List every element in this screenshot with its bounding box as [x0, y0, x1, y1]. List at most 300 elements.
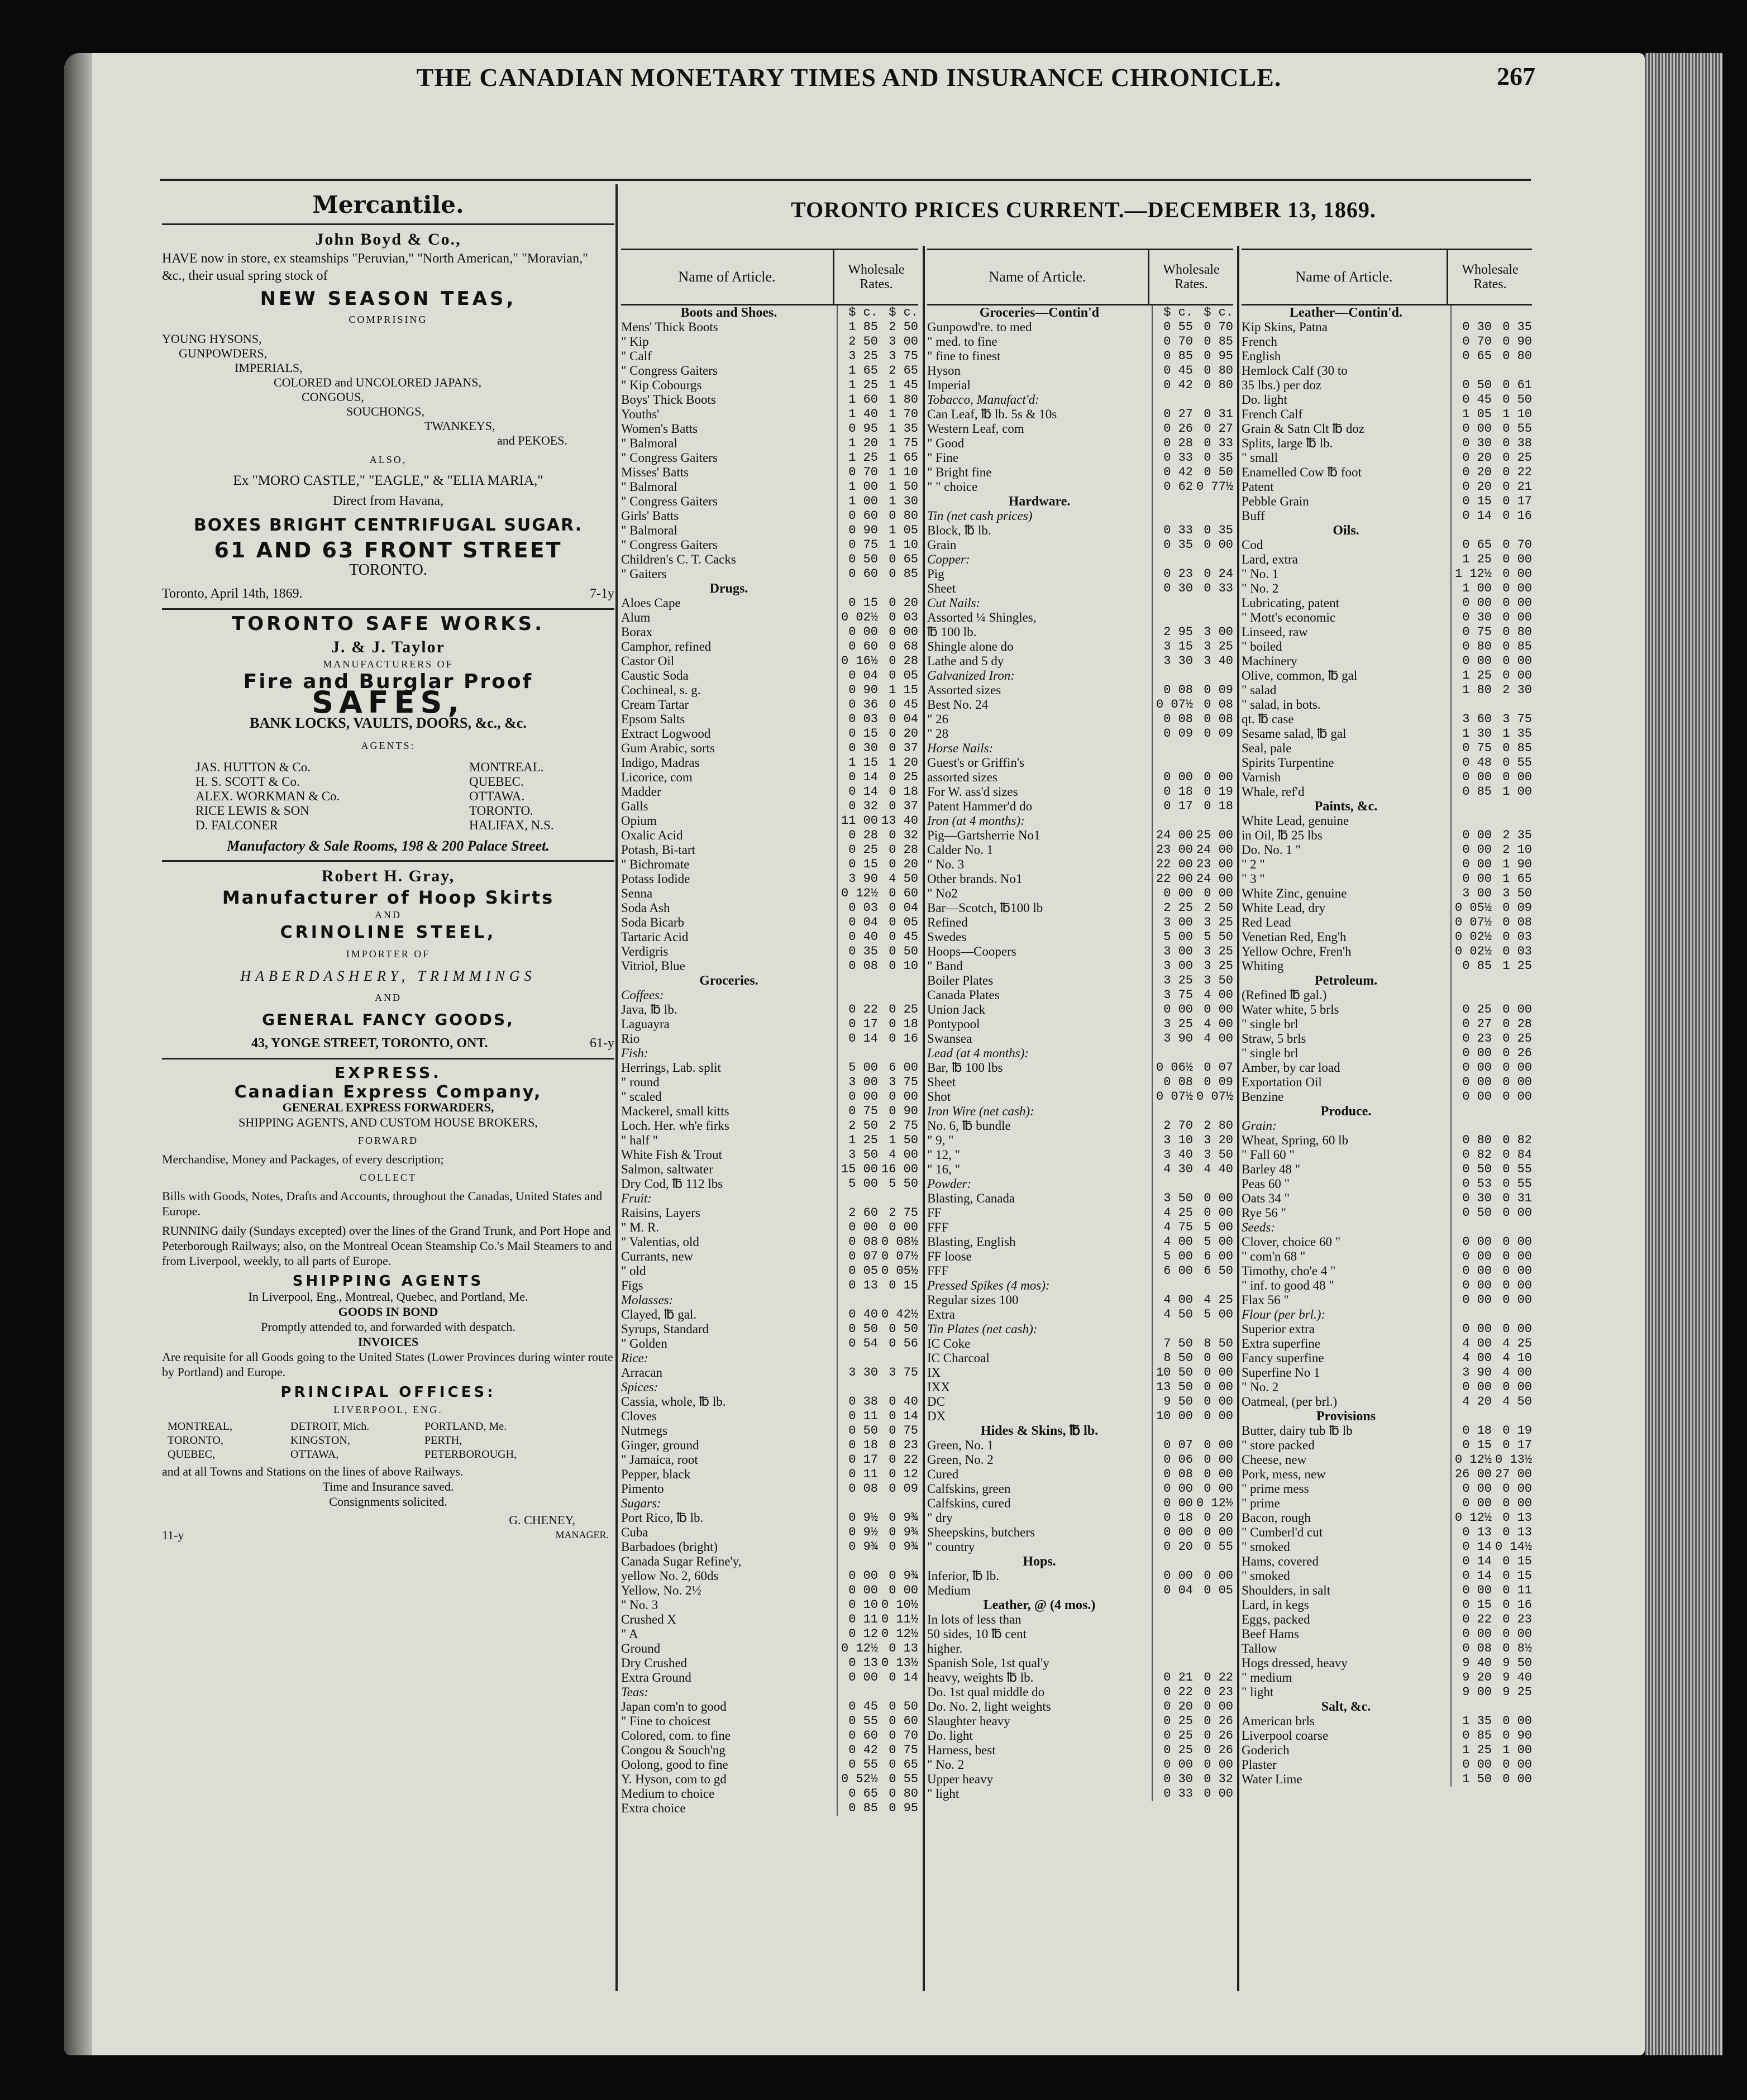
price-high	[1492, 973, 1532, 988]
article-name: " Band	[927, 959, 963, 973]
article-name: Verdigris	[621, 944, 669, 958]
price-row	[1242, 378, 1532, 393]
agent-city: HALIFAX, N.S.	[469, 818, 554, 832]
price-row	[927, 639, 1233, 654]
article-name: Do. light	[1242, 393, 1287, 407]
price-high: 0 18	[1204, 799, 1233, 813]
price-low: 3 30	[837, 1366, 878, 1380]
price-row	[621, 1366, 918, 1380]
price-row	[621, 1787, 918, 1801]
price-low: 0 33	[1152, 451, 1193, 465]
price-high: $ c.	[889, 306, 918, 319]
article-name: Plaster	[1242, 1758, 1277, 1772]
ad-toronto-safe-works	[162, 615, 614, 855]
price-low: 0 50	[837, 1322, 878, 1337]
price-low: 9 40	[1450, 1656, 1492, 1671]
ad-collect: COLLECT	[360, 1172, 417, 1183]
article-name: Soda Ash	[621, 901, 670, 915]
price-high: 0 27	[1204, 422, 1233, 436]
price-row	[621, 465, 918, 480]
price-high: 0 25	[1502, 451, 1532, 465]
price-row	[1242, 567, 1532, 581]
agents-label: AGENTS:	[361, 740, 416, 751]
article-name: heavy, weights ℔ lb.	[927, 1671, 1034, 1684]
article-name: Canada Sugar Refine'y,	[621, 1554, 742, 1568]
price-low: 0 20	[1450, 480, 1492, 494]
price-low: 2 50	[837, 335, 878, 349]
article-name: IX	[927, 1366, 941, 1380]
article-name: " Calf	[621, 349, 652, 363]
price-high: 16 00	[881, 1162, 918, 1176]
price-row	[927, 465, 1233, 480]
price-low: 0 50	[1450, 1162, 1492, 1177]
price-high: 0 82	[1502, 1133, 1532, 1147]
price-low	[1152, 552, 1193, 567]
price-section-heading	[1242, 1104, 1532, 1119]
ad-saved: Time and Insurance saved.	[322, 1479, 454, 1493]
price-low: 0 00	[1450, 1278, 1492, 1293]
article-name: Oxalic Acid	[621, 828, 683, 842]
price-high	[1492, 1409, 1532, 1424]
price-low: 0 00	[1152, 1496, 1193, 1511]
price-row	[1242, 451, 1532, 465]
price-subheading	[927, 596, 1233, 610]
price-high: 0 00	[1204, 1467, 1233, 1481]
article-name: Rye 56 "	[1242, 1206, 1287, 1220]
price-row	[927, 1337, 1233, 1351]
price-section-heading	[621, 306, 918, 320]
article-name: Spirits Turpentine	[1242, 756, 1334, 770]
price-row	[927, 1003, 1233, 1017]
ad-city: TORONTO.	[349, 561, 427, 579]
price-low	[1152, 1046, 1193, 1061]
price-high: 3 75	[889, 1075, 918, 1089]
price-high: 1 10	[889, 465, 918, 479]
price-row	[927, 581, 1233, 596]
article-name: Swedes	[927, 930, 967, 944]
price-low: 0 00	[1450, 654, 1492, 669]
price-low: 0 21	[1152, 1671, 1193, 1685]
price-row	[1242, 407, 1532, 422]
ad-direct: Direct from Havana,	[333, 494, 443, 508]
article-name: Borax	[621, 625, 653, 639]
price-high: 3 00	[1204, 625, 1233, 639]
price-low: 0 40	[837, 1307, 878, 1322]
price-low: 0 12	[837, 1627, 878, 1641]
price-low: 0 07½	[1450, 915, 1492, 930]
article-name: Medium	[927, 1583, 971, 1597]
article-name: Petroleum.	[1314, 973, 1378, 988]
article-name: " Fine	[927, 451, 959, 465]
price-subheading	[927, 509, 1233, 523]
price-row	[927, 959, 1233, 973]
price-row	[927, 378, 1233, 393]
price-high	[878, 1351, 918, 1366]
price-low: 0 15	[837, 857, 878, 872]
price-high: 1 00	[1502, 1743, 1532, 1757]
price-section-heading	[1242, 1700, 1532, 1714]
article-name: Enamelled Cow ℔ foot	[1242, 465, 1362, 479]
price-row	[1242, 1685, 1532, 1700]
ad-mfr: MANUFACTURERS OF	[323, 658, 454, 670]
price-row	[1242, 581, 1532, 596]
price-row	[1242, 465, 1532, 480]
price-low	[1152, 1656, 1193, 1671]
ad-signature	[162, 1512, 614, 1543]
price-row	[1242, 1177, 1532, 1191]
article-name: Fish:	[621, 1046, 648, 1060]
article-name: Whiting	[1242, 959, 1284, 973]
price-low: 0 11	[837, 1612, 878, 1627]
price-low: 0 11	[837, 1467, 878, 1482]
price-high: 0 9¾	[889, 1525, 918, 1539]
price-low: 0 48	[1450, 756, 1492, 770]
price-low: 0 00	[1450, 1235, 1492, 1249]
article-name: Blasting, Canada	[927, 1191, 1015, 1205]
article-name: Kip Skins, Patna	[1242, 320, 1328, 334]
price-high: 0 50	[1502, 393, 1532, 407]
column-rule-left	[615, 184, 618, 1991]
price-low: 0 02½	[837, 610, 878, 625]
price-low: 0 00	[1450, 857, 1492, 872]
price-row	[927, 799, 1233, 814]
price-low: 0 55	[837, 1758, 878, 1772]
agents-list	[195, 760, 614, 833]
price-high: 0 42½	[881, 1307, 918, 1321]
advertisements-column	[162, 187, 614, 1543]
article-name: Assorted ¼ Shingles,	[927, 610, 1037, 624]
article-name: Hides & Skins, ℔ lb.	[980, 1424, 1099, 1438]
price-high	[878, 1046, 918, 1061]
price-row	[621, 1438, 918, 1453]
article-name: " half "	[621, 1133, 658, 1147]
header-name: Name of Article.	[1295, 269, 1393, 285]
price-row	[621, 1162, 918, 1177]
article-name: " 3 "	[1242, 872, 1265, 886]
price-high: 0 20	[889, 857, 918, 871]
price-high: 3 75	[1502, 712, 1532, 726]
prices-column-3	[1242, 249, 1532, 1787]
price-row	[1242, 1191, 1532, 1206]
price-high	[1492, 1700, 1532, 1714]
price-row	[621, 741, 918, 756]
agent-name: JAS. HUTTON & Co.	[195, 760, 311, 774]
price-high	[878, 1554, 918, 1569]
price-row	[927, 1583, 1233, 1598]
price-low: 0 00	[1450, 770, 1492, 785]
article-name: Cloves	[621, 1409, 657, 1423]
price-low: 0 12½	[1450, 1511, 1492, 1525]
price-row	[1242, 1075, 1532, 1090]
article-name: Beef Hams	[1242, 1627, 1299, 1641]
tea-item: SOUCHONGS,	[346, 404, 424, 418]
price-low: 0 30	[1152, 581, 1193, 596]
price-low: 22 00	[1152, 872, 1193, 886]
article-name: Patent	[1242, 480, 1274, 494]
price-high: 0 65	[889, 552, 918, 566]
price-low: 0 11	[837, 1409, 878, 1424]
price-row	[1242, 843, 1532, 857]
price-high: 0 00	[1204, 1700, 1233, 1714]
price-row	[1242, 669, 1532, 683]
price-high: 0 05	[889, 915, 918, 929]
divider	[162, 223, 614, 225]
price-high: 0 09	[889, 1482, 918, 1496]
price-low: 0 52½	[837, 1772, 878, 1787]
price-row	[1242, 320, 1532, 335]
price-high: 0 55	[1502, 1177, 1532, 1191]
price-low: 4 25	[1152, 1206, 1193, 1220]
article-name: Cheese, new	[1242, 1453, 1307, 1467]
price-low: 0 03	[837, 901, 878, 915]
price-low: 1 25	[1450, 552, 1492, 567]
article-name: FFF	[927, 1220, 949, 1234]
article-name: Tin Plates (net cash):	[927, 1322, 1038, 1336]
price-row	[1242, 1003, 1532, 1017]
article-name: Port Rico, ℔ lb.	[621, 1511, 704, 1525]
price-row	[621, 872, 918, 886]
price-row	[927, 1671, 1233, 1685]
price-high: 0 80	[889, 509, 918, 523]
article-name: Liverpool coarse	[1242, 1729, 1329, 1743]
article-name: " No2	[927, 886, 958, 900]
price-low: 0 50	[1450, 378, 1492, 393]
price-row	[927, 654, 1233, 669]
article-name: Timothy, cho'e 4 "	[1242, 1264, 1336, 1278]
price-high: 0 10½	[881, 1598, 918, 1612]
ad-ships: Ex "MORO CASTLE," "EAGLE," & "ELIA MARIA,"	[233, 473, 543, 488]
price-low: 0 07½	[1152, 698, 1193, 712]
header-rule	[160, 179, 1531, 181]
article-name: " Cumberl'd cut	[1242, 1525, 1323, 1539]
price-row	[1242, 364, 1532, 378]
price-low: 0 70	[1450, 335, 1492, 349]
price-high: 0 13½	[1495, 1453, 1532, 1467]
price-high: 0 07½	[1196, 1090, 1233, 1104]
price-high: 3 50	[1204, 1148, 1233, 1162]
price-subheading	[927, 1278, 1233, 1293]
price-high: 0 56	[889, 1337, 918, 1350]
price-low: 4 20	[1450, 1395, 1492, 1409]
price-high: 2 75	[889, 1119, 918, 1133]
price-row	[927, 1235, 1233, 1249]
price-row	[927, 886, 1233, 901]
price-section-heading	[1242, 306, 1532, 320]
price-rows	[621, 306, 918, 1816]
price-high: 0 00	[1204, 1409, 1233, 1423]
offices-list	[168, 1420, 614, 1462]
ad-shipping-title: SHIPPING AGENTS	[292, 1273, 484, 1290]
price-row	[1242, 1627, 1532, 1641]
price-high: 4 25	[1204, 1293, 1233, 1307]
article-name: Madder	[621, 785, 661, 799]
price-row	[621, 1235, 918, 1249]
price-row	[927, 1729, 1233, 1743]
price-high: 0 00	[1204, 1758, 1233, 1772]
price-high	[878, 973, 918, 988]
price-row	[621, 1482, 918, 1496]
price-subheading	[621, 1351, 918, 1366]
price-high: 1 00	[1502, 785, 1532, 799]
article-name: " country	[927, 1540, 975, 1554]
ad-comprising: COMPRISING	[349, 314, 428, 325]
article-name: Sheepskins, butchers	[927, 1525, 1035, 1539]
price-high	[1193, 1627, 1233, 1641]
article-name: Hoops—Coopers	[927, 944, 1016, 958]
price-high: 0 03	[1502, 930, 1532, 944]
price-low: 0 00	[837, 1583, 878, 1598]
price-low: 4 30	[1152, 1162, 1193, 1177]
price-low: 0 02½	[1450, 930, 1492, 944]
article-name: " dry	[927, 1511, 953, 1525]
price-low: 0 60	[837, 1729, 878, 1743]
price-high: 0 22	[1204, 1671, 1233, 1684]
article-name: " round	[621, 1075, 660, 1089]
ad-footer	[162, 585, 614, 603]
price-low: 0 9¾	[837, 1540, 878, 1554]
price-subheading	[927, 741, 1233, 756]
price-low: 0 20	[1450, 465, 1492, 480]
price-low: 10 00	[1152, 1409, 1193, 1424]
price-row	[1242, 988, 1532, 1003]
article-name: Sesame salad, ℔ gal	[1242, 727, 1347, 741]
price-low	[1152, 1627, 1193, 1641]
price-high: 0 00	[1204, 1482, 1233, 1496]
article-name: Molasses:	[621, 1293, 674, 1307]
price-high: 0 00	[1502, 1293, 1532, 1307]
price-low	[837, 988, 878, 1003]
price-high: 3 20	[1204, 1133, 1233, 1147]
price-subheading	[1242, 1220, 1532, 1235]
price-high: 0 09	[1502, 901, 1532, 915]
firm-name: J. & J. Taylor	[331, 638, 445, 656]
price-row	[1242, 1714, 1532, 1729]
price-low: 0 16½	[837, 654, 878, 669]
price-low	[1450, 1409, 1492, 1424]
price-low	[1152, 393, 1193, 407]
article-name: Harness, best	[927, 1743, 996, 1757]
article-name: DC	[927, 1395, 945, 1409]
price-row	[927, 1700, 1233, 1714]
article-name: Groceries—Contin'd	[979, 306, 1100, 320]
price-low: 0 18	[1450, 1424, 1492, 1438]
price-low: $ c.	[837, 306, 878, 320]
price-row	[927, 901, 1233, 915]
price-high: 0 00	[1502, 1090, 1532, 1104]
price-high: 1 45	[889, 378, 918, 392]
price-row	[1242, 901, 1532, 915]
article-name: Canada Plates	[927, 988, 1000, 1002]
price-row	[1242, 698, 1532, 712]
price-low: 0 07	[837, 1249, 878, 1264]
price-high: 0 18	[889, 1017, 918, 1031]
price-row	[1242, 639, 1532, 654]
price-high: 0 00	[1204, 538, 1233, 552]
price-low: 0 00	[1450, 872, 1492, 886]
article-name: Ginger, ground	[621, 1438, 699, 1452]
price-high	[1193, 1278, 1233, 1293]
article-name: Wheat, Spring, 60 lb	[1242, 1133, 1348, 1147]
price-row	[927, 1075, 1233, 1090]
price-high: 4 40	[1204, 1162, 1233, 1176]
price-high: 5 00	[1204, 1307, 1233, 1321]
article-name: American brls	[1242, 1714, 1315, 1728]
price-high: 0 03	[889, 610, 918, 624]
price-low: 1 20	[837, 436, 878, 451]
article-name: Linseed, raw	[1242, 625, 1308, 639]
article-name: Seeds:	[1242, 1220, 1276, 1234]
price-high: 3 25	[1204, 944, 1233, 958]
agent-city: MONTREAL.	[469, 760, 544, 774]
price-high	[1193, 1177, 1233, 1191]
price-low: 1 25	[837, 378, 878, 393]
price-row	[927, 1307, 1233, 1322]
price-high: 0 00	[1502, 1714, 1532, 1728]
article-name: Powder:	[927, 1177, 972, 1191]
price-low: 0 00	[1450, 1627, 1492, 1641]
article-name: Eggs, packed	[1242, 1612, 1310, 1626]
price-high: 0 31	[1204, 407, 1233, 421]
article-name: Vitriol, Blue	[621, 959, 685, 973]
price-row	[1242, 1395, 1532, 1409]
price-low: 0 54	[837, 1337, 878, 1351]
article-name: Pressed Spikes (4 mos):	[927, 1278, 1050, 1292]
article-name: Do. No. 2, light weights	[927, 1700, 1051, 1714]
price-high: 0 00	[1204, 1787, 1233, 1801]
price-row	[1242, 596, 1532, 610]
price-row	[621, 1003, 918, 1017]
article-name: Oils.	[1333, 523, 1359, 538]
price-low: 0 00	[1152, 1758, 1193, 1772]
article-name: Currants, new	[621, 1249, 694, 1263]
article-name: " Kip Cobourgs	[621, 378, 702, 392]
price-row	[621, 712, 918, 727]
divider	[162, 860, 614, 862]
price-row	[621, 1525, 918, 1540]
article-name: French Calf	[1242, 407, 1303, 421]
price-low: 9 20	[1450, 1671, 1492, 1685]
price-row	[621, 1729, 918, 1743]
article-name: Can Leaf, ℔ lb. 5s & 10s	[927, 407, 1057, 421]
article-name: Olive, common, ℔ gal	[1242, 669, 1358, 682]
article-name: Butter, dairy tub ℔ lb	[1242, 1424, 1353, 1438]
price-high: 1 90	[1502, 857, 1532, 871]
price-row	[1242, 335, 1532, 349]
article-name: French	[1242, 335, 1277, 349]
article-name: " single brl	[1242, 1046, 1299, 1060]
article-name: " M. R.	[621, 1220, 660, 1234]
price-high: 0 00	[1502, 581, 1532, 595]
price-low: 0 90	[837, 523, 878, 538]
price-row	[927, 1017, 1233, 1032]
price-low: 3 00	[837, 1075, 878, 1090]
price-high: 0 23	[1502, 1612, 1532, 1626]
price-high: 3 75	[889, 1366, 918, 1380]
price-high: 0 38	[1502, 436, 1532, 450]
price-low: 1 25	[1450, 1743, 1492, 1758]
ad-invoices-text: Are requisite for all Goods going to the United States (Lower Provinces during winter route by Portland) and Europe.	[162, 1350, 613, 1379]
price-row	[927, 1656, 1233, 1671]
price-low: 1 65	[837, 364, 878, 378]
article-name: Benzine	[1242, 1090, 1284, 1104]
article-name: Best No. 24	[927, 698, 989, 712]
ad-line: BANK LOCKS, VAULTS, DOORS, &c., &c.	[250, 715, 527, 731]
price-low: 1 15	[837, 756, 878, 770]
price-high	[1193, 814, 1233, 828]
price-subheading	[927, 552, 1233, 567]
article-name: Potash, Bi-tart	[621, 843, 695, 857]
price-low: 1 25	[837, 451, 878, 465]
